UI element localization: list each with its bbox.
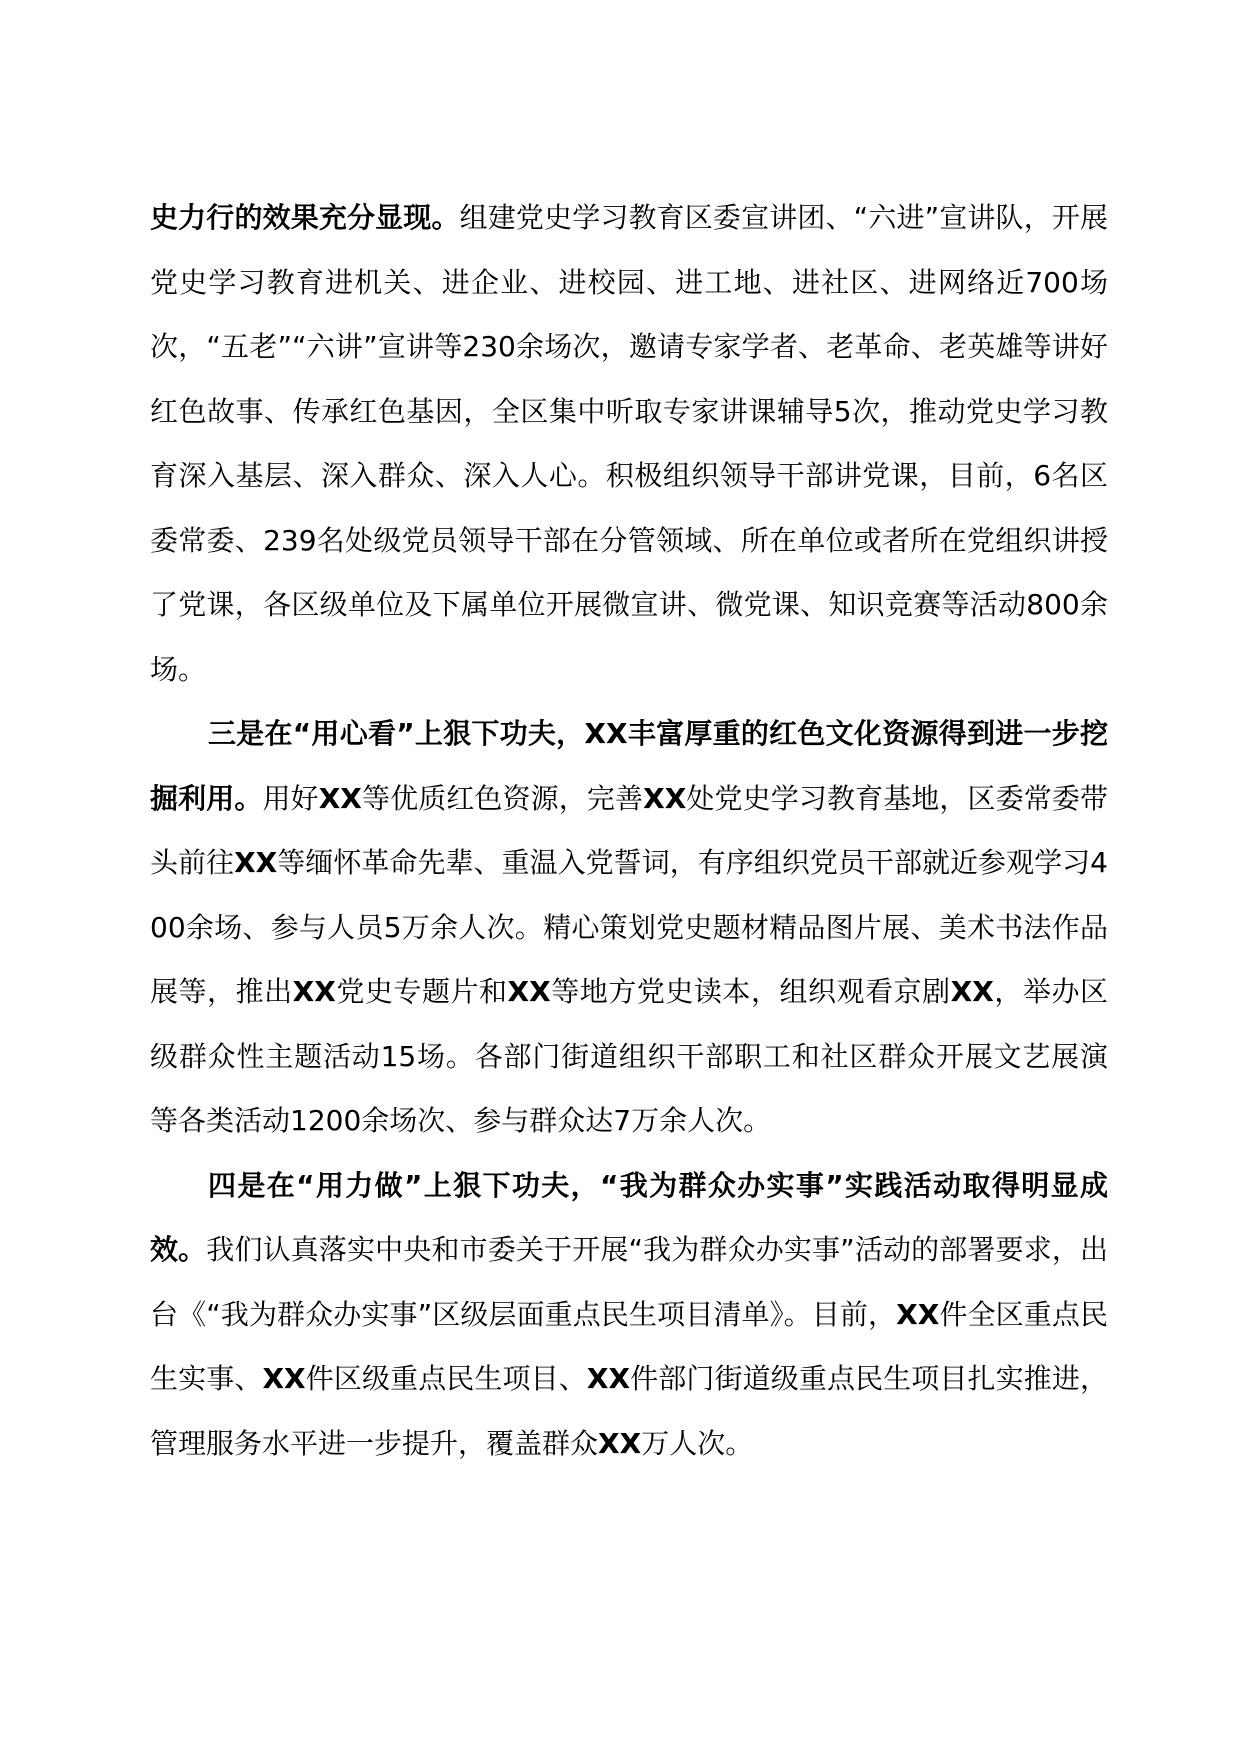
paragraph-text: 用好 (262, 781, 319, 815)
paragraph-text: ，举办区级群众性主题活动15场。各部门街道组织干部职工和社区群众开展文艺展演等各类活动1200余场次、参与群众达7万余人次。 (150, 975, 1108, 1137)
paragraph-heading: 史力行的效果充分显现。 (150, 201, 460, 234)
paragraph-text: 等地方党史读本，组织观看京剧 (550, 975, 951, 1008)
paragraph-text: 件部门街道级重点民生项目扎实推进，管理服务水平进一步提升，覆盖群众 (150, 1362, 1108, 1460)
placeholder-xx: XX (292, 975, 336, 1008)
placeholder-xx: XX (598, 1426, 642, 1460)
paragraph-heading: 四是在“用力做”上狠下功夫，“我为群众办实事”实践活动取得明显成效。 (150, 1168, 1108, 1266)
paragraph-text: 处党史学习教育基地，区委常委带头前往 (150, 781, 1108, 879)
paragraph-text: 组建党史学习教育区委宣讲团、“六进”宣讲队，开展党史学习教育进机关、进企业、进校园、进工地、进社区、进网络近700场次，“五老”“六讲”宣讲等230余场次，邀请专家学者、老革命、老英雄等讲好红色故事、传承红色基因，全区集中听取专家讲课辅导5次，推动党史学习教育深入基层、深入群众、深入人心。积极组织领导干部讲党课，目前，6名区委常委、239名处级党员领导干部在分管领域、所在单位或者所在党组织讲授了党课，各区级单位及下属单位开展微宣讲、微党课、知识竞赛等活动800余场。 (150, 201, 1108, 686)
placeholder-xx: XX (896, 1297, 940, 1331)
paragraph (150, 702, 1108, 1154)
paragraph (150, 186, 1108, 702)
paragraph-text: 等优质红色资源，完善 (361, 781, 644, 815)
document-body (150, 186, 1108, 1476)
paragraph-text: 万人次。 (641, 1426, 754, 1460)
paragraph-text: 我们认真落实中央和市委关于开展“我为群众办实事”活动的部署要求，出台《“我为群众办实事”区级层面重点民生项目清单》。目前， (150, 1233, 1108, 1331)
placeholder-xx: XX (318, 781, 362, 815)
placeholder-xx: XX (586, 1362, 631, 1395)
placeholder-xx: XX (507, 975, 551, 1008)
paragraph-text: 件区级重点民生项目、 (305, 1362, 587, 1395)
paragraph (150, 1154, 1108, 1477)
placeholder-xx: XX (234, 846, 278, 879)
paragraph-text: 件全区重点民生实事、 (150, 1297, 1108, 1395)
paragraph-text: 党史专题片和 (335, 975, 508, 1008)
paragraph-heading: 三是在“用心看”上狠下功夫，XX丰富厚重的红色文化资源得到进一步挖掘利用。 (150, 717, 1108, 815)
placeholder-xx: XX (950, 975, 994, 1008)
paragraph-text: 等缅怀革命先辈、重温入党誓词，有序组织党员干部就近参观学习400余场、参与人员5万余人次。精心策划党史题材精品图片展、美术书法作品展等，推出 (150, 846, 1108, 1008)
placeholder-xx: XX (643, 781, 687, 815)
placeholder-xx: XX (262, 1362, 306, 1395)
